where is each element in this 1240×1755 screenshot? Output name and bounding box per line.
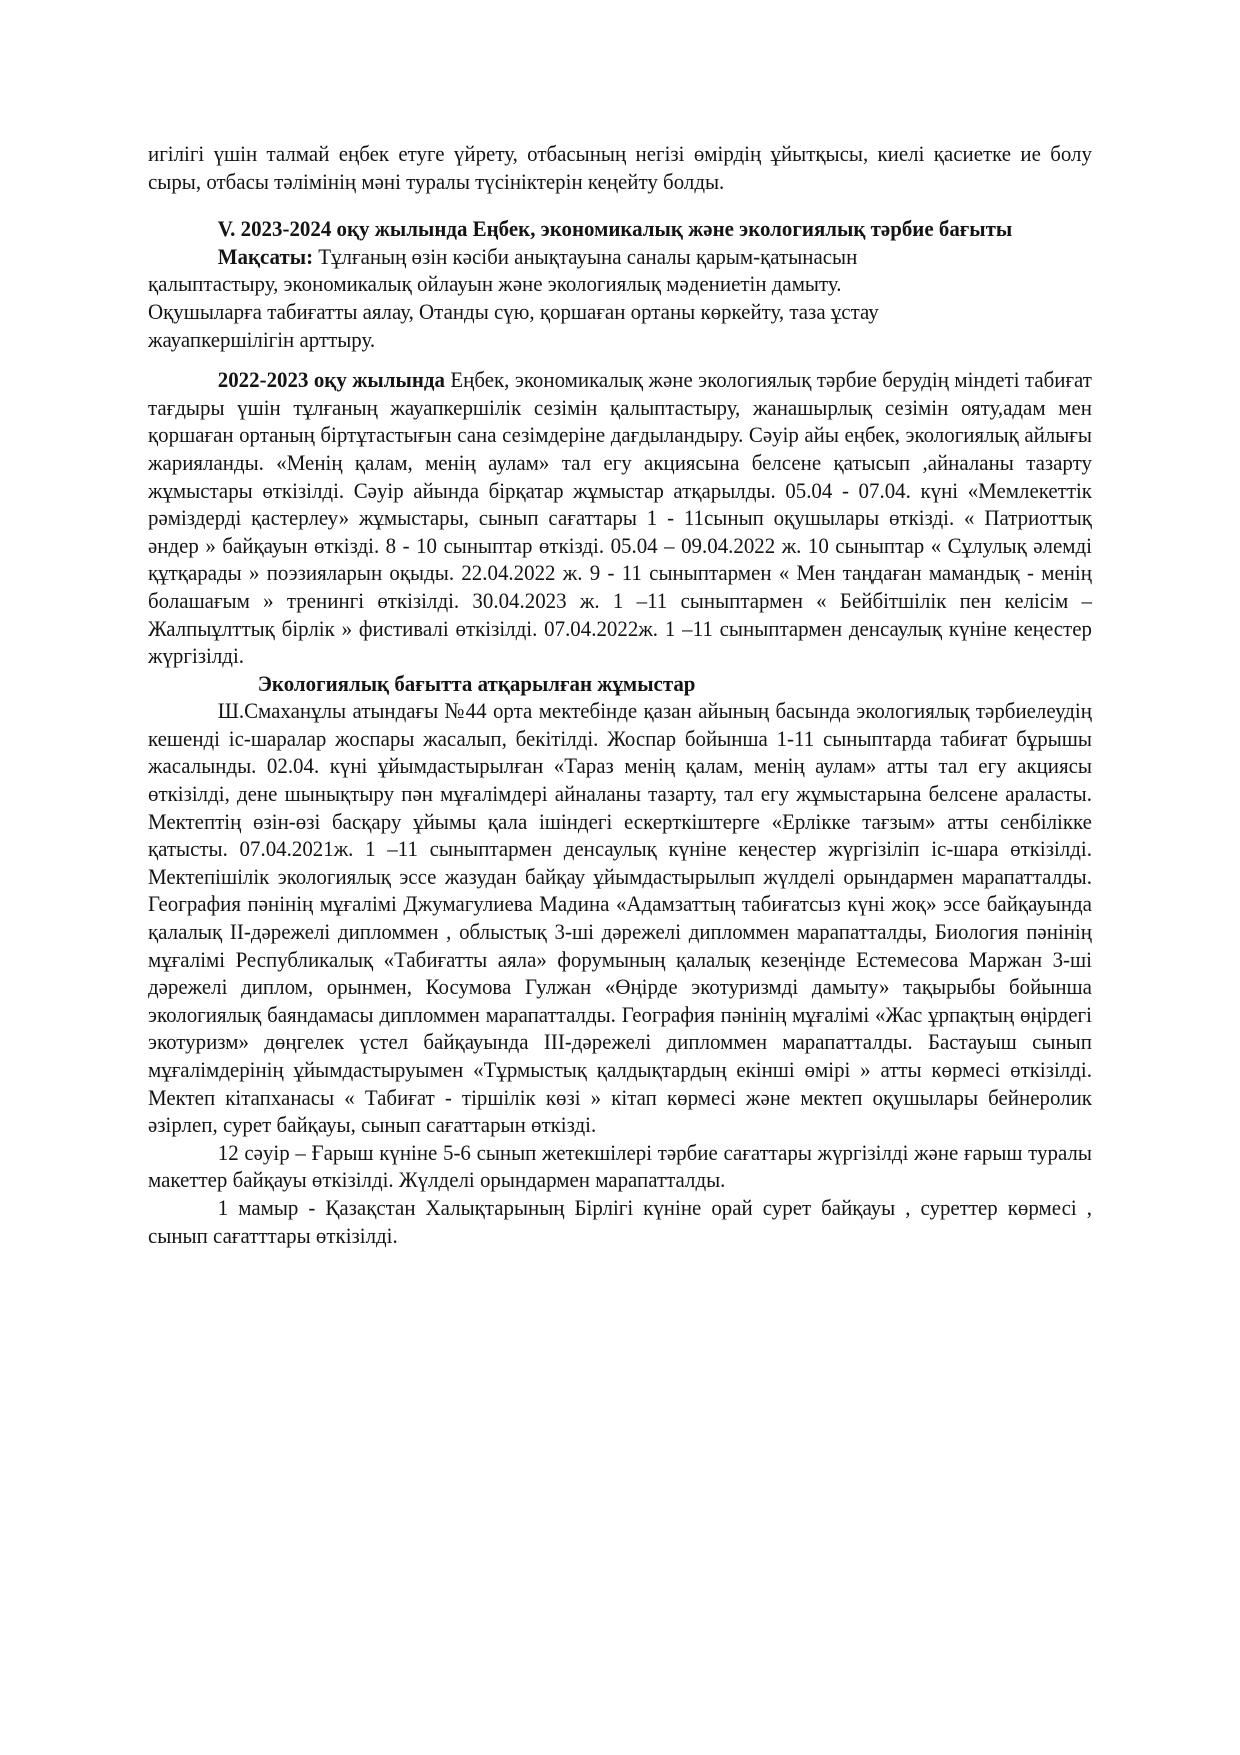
- document-page: [148, 140, 1092, 1249]
- year-lead: 2022-2023 оқу жылында: [217, 367, 445, 393]
- goal-label: Мақсаты:: [217, 243, 314, 269]
- year-text: Еңбек, экономикалық және экологиялық тәрбие берудің міндеті табиғат тағдыры үшін тұлғаның жауапкершілік сезімін қалыптастыру, жанашырлық сезімін ояту,адам мен қоршаған ортаның біртұтастығын сана сезімдеріне дағдыландыру. Сәуір айы еңбек, экологиялық айлығы жарияланды. «Менің қалам, менің аулам» тал егу акциясына белсене қатысып ,айналаны тазарту жұмыстары өткізілді. Сәуір айында бірқатар жұмыстар атқарылды. 05.04 - 07.04. күні «Мемлекеттік рәміздерді қастерлеу» жұмыстары, сынып сағаттары 1 - 11сынып оқушылары өткізді. « Патриоттық әндер » байқауын өткізді. 8 - 10 сыныптар өткізді. 05.04 – 09.04.2022 ж. 10 сыныптар « Сұлулық әлемді құтқарады » поэзияларын оқыды. 22.04.2022 ж. 9 - 11 сыныптармен « Мен таңдаған мамандық - менің болашағым » тренингі өткізілді. 30.04.2023 ж. 1 –11 сыныптармен « Бейбітшілік пен келісім – Жалпыұлттық бірлік » фистивалі өткізілді. 07.04.2022ж. 1 –11 сыныптармен денсаулық күніне кеңестер жүргізілді.: [148, 367, 1092, 669]
- goal-line-2: қалыптастыру, экономикалық ойлауын және экологиялық мәдениетін дамыту.: [148, 271, 842, 297]
- goal-block: [148, 243, 1092, 353]
- goal-line-1: [148, 243, 1092, 271]
- goal-line-3: Оқушыларға табиғатты аялау, Отанды сүю, қоршаған ортаны көркейту, таза ұстау: [148, 298, 879, 324]
- space-day-paragraph: 12 сәуір – Ғарыш күніне 5-6 сынып жетекшілері тәрбие сағаттары жүргізілді және ғарыш туралы макеттер байқауы өткізілді. Жүлделі орындармен марапатталды.: [148, 1139, 1092, 1193]
- goal-line-4: жауапкершілігін арттыру.: [148, 326, 376, 352]
- intro-paragraph: игілігі үшін талмай еңбек етуге үйрету, отбасының негізі өмірдің ұйытқысы, киелі қасиетке ие болу сыры, отбасы тәлімінің мәні туралы түсініктерін кеңейту болды.: [148, 141, 1092, 194]
- eco-heading: Экологиялық бағытта атқарылған жұмыстар: [257, 670, 696, 696]
- section-heading: V. 2023-2024 оқу жылында Еңбек, экономикалық және экологиялық тәрбие бағыты: [217, 216, 1013, 242]
- eco-paragraph: Ш.Смаханұлы атындағы №44 орта мектебінде қазан айының басында экологиялық тәрбиелеудің кешенді іс-шаралар жоспары жасалып, бекітілді. Жоспар бойынша 1-11 сыныптарда табиғат бұрышы жасалынды. 02.04. күні ұйымдастырылған «Тараз менің қалам, менің аулам» атты тал егу акциясы өткізілді, дене шынықтыру пән мұғалімдері айналаны тазарту, тал егу жұмыстарына белсене араласты. Мектептің өзін-өзі басқару ұйымы қала ішіндегі ескерткіштерге «Ерлікке тағзым» атты сенбілікке қатысты. 07.04.2021ж. 1 –11 сыныптармен денсаулық күніне кеңестер жүргізіліп іс-шара өткізілді. Мектепішілік экологиялық эссе жазудан байқау ұйымдастырылып жүлделі орындармен марапатталды. География пәнінің мұғалімі Джумагулиева Мадина «Адамзаттың табиғатсыз күні жоқ» эссе байқауында қалалық ІІ-дәрежелі дипломмен , облыстық 3-ші дәрежелі дипломмен марапатталды, Биология пәнінің мұғалімі Республикалық «Табиғатты аяла» форумының қалалық кезеңінде Естемесова Маржан 3-ші дәрежелі диплом, орынмен, Косумова Гулжан «Өңірде экотуризмді дамыту» тақырыбы бойынша экологиялық баяндамасы дипломмен марапатталды. География пәнінің мұғалімі «Жас ұрпақтың өңірдегі экотуризм» дөңгелек үстел байқауында ІІІ-дәрежелі дипломмен марапатталды. Бастауыш сынып мұғалімдерінің ұйымдастыруымен «Тұрмыстық қалдықтардың екінші өмірі » атты көрмесі өткізілді. Мектеп кітапханасы « Табиғат - тіршілік көзі » кітап көрмесі және мектеп оқушылары бейнеролик әзірлеп, сурет байқауы, сынып сағаттарын өткізді.: [148, 698, 1092, 1138]
- goal-text-1: Тұлғаның өзін кәсіби анықтауына саналы қарым-қатынасын: [313, 243, 858, 269]
- year-paragraph: [148, 366, 1092, 670]
- unity-day-paragraph: 1 мамыр - Қазақстан Халықтарының Бірлігі күніне орай сурет байқауы , суреттер көрмесі , сынып сағатттары өткізілді.: [148, 1194, 1092, 1248]
